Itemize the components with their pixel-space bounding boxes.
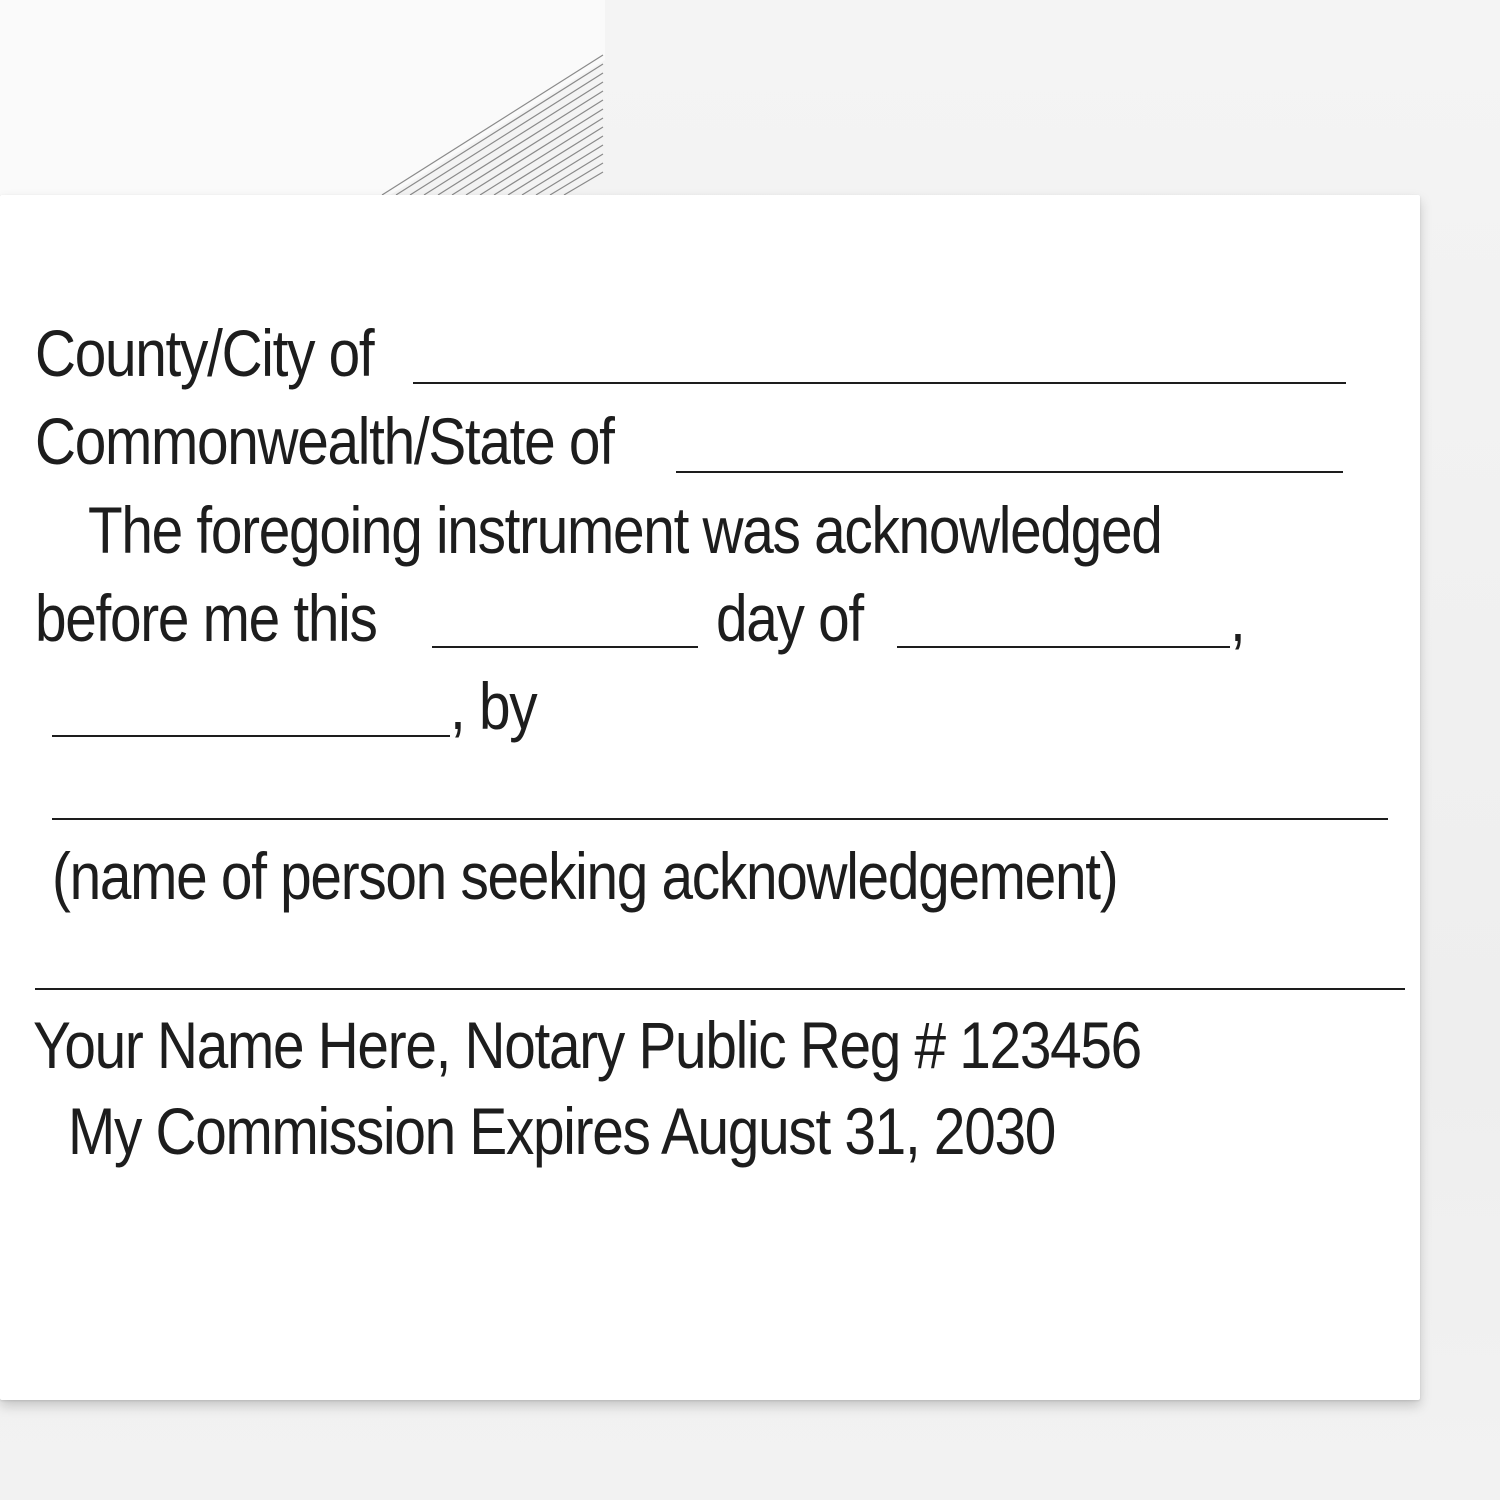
person-caption: (name of person seeking acknowledgement): [52, 839, 1118, 913]
commission-expiry-line: My Commission Expires August 31, 2030: [68, 1094, 1056, 1168]
notary-signature-line: [35, 988, 1405, 990]
before-me-label: before me this: [35, 581, 377, 655]
by-label: , by: [450, 669, 537, 743]
state-label: Commonwealth/State of: [35, 404, 614, 478]
year-blank-line: [52, 735, 450, 737]
notary-stamp-card: [0, 195, 1420, 1400]
county-blank-line: [413, 382, 1346, 384]
notary-name-line: Your Name Here, Notary Public Reg # 123456: [33, 1008, 1141, 1082]
notary-stamp-imprint: [0, 195, 1420, 1400]
statement-line-1: The foregoing instrument was acknowledged: [88, 493, 1162, 567]
day-of-label: day of: [716, 581, 863, 655]
person-name-blank-line: [52, 818, 1388, 820]
day-blank-line: [432, 646, 698, 648]
month-blank-line: [897, 646, 1230, 648]
county-label: County/City of: [35, 316, 374, 390]
state-blank-line: [676, 471, 1343, 473]
month-comma: ,: [1230, 581, 1245, 655]
